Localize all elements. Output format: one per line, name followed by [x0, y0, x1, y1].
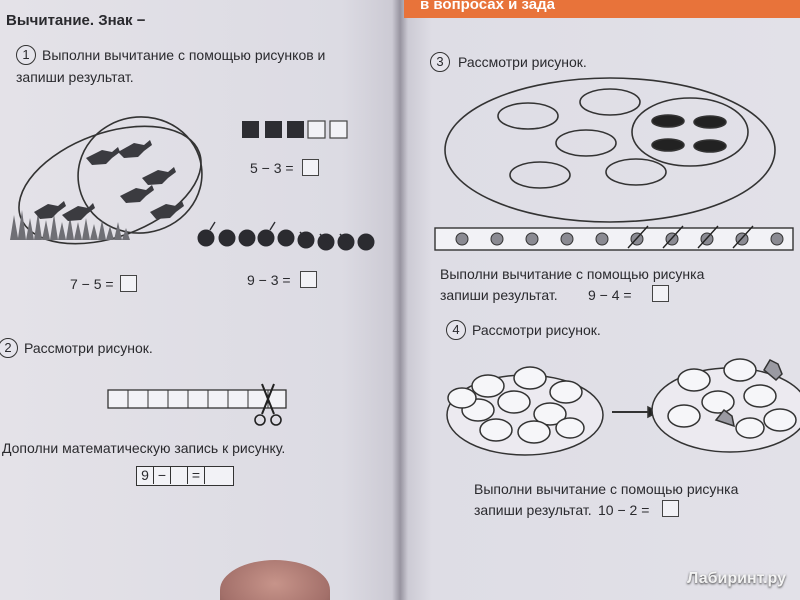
task2-instruction: Дополни математическую запись к рисунку.: [2, 440, 286, 456]
eq-birds: 7 − 5 =: [70, 276, 114, 292]
task2-heading: Рассмотри рисунок.: [24, 340, 153, 356]
watermark: Лабиринт.ру: [687, 570, 786, 587]
task4-text-line1: Выполни вычитание с помощью рисунка: [474, 481, 739, 497]
task1-text-line1: Выполни вычитание с помощью рисунков и: [42, 47, 326, 63]
answer-box-squares[interactable]: [302, 159, 319, 176]
task1-number: 1: [16, 45, 36, 65]
eq-minus-sign: −: [154, 467, 171, 484]
egg-plates-illustration: [447, 359, 800, 455]
answer-box-cherries[interactable]: [300, 271, 317, 288]
task3-number: 3: [430, 52, 450, 72]
page-title: Вычитание. Знак −: [6, 12, 146, 29]
eq-task3: 9 − 4 =: [588, 287, 632, 303]
squares-illustration: [242, 121, 347, 138]
eq-task4: 10 − 2 =: [598, 502, 650, 518]
eq-cherries: 9 − 3 =: [247, 272, 291, 288]
banner-text: в вопросах и зада: [420, 0, 555, 13]
birds-oval-illustration: [3, 104, 217, 267]
task4-heading: Рассмотри рисунок.: [472, 322, 601, 338]
task2-number: 2: [0, 338, 18, 358]
task3-text-line2: запиши результат.: [440, 287, 558, 303]
task3-text-line1: Выполни вычитание с помощью рисунка: [440, 266, 705, 282]
eq-blank-subtrahend[interactable]: [171, 467, 188, 484]
task2-equation: [136, 466, 234, 486]
answer-box-birds[interactable]: [120, 275, 137, 292]
task4-text-line2: запиши результат.: [474, 502, 592, 518]
answer-box-task4[interactable]: [662, 500, 679, 517]
eq-equals-sign: =: [188, 467, 205, 484]
task1-text-line2: запиши результат.: [16, 69, 134, 85]
cherries-illustration: [198, 222, 374, 250]
eq-squares: 5 − 3 =: [250, 160, 294, 176]
eq-first-number: 9: [137, 467, 154, 484]
cut-strip-illustration: [108, 384, 286, 425]
eq-blank-result[interactable]: [205, 467, 233, 484]
task3-heading: Рассмотри рисунок.: [458, 54, 587, 70]
beads-strip-illustration: [435, 226, 793, 250]
pods-oval-illustration: [445, 78, 775, 222]
task4-number: 4: [446, 320, 466, 340]
answer-box-task3[interactable]: [652, 285, 669, 302]
